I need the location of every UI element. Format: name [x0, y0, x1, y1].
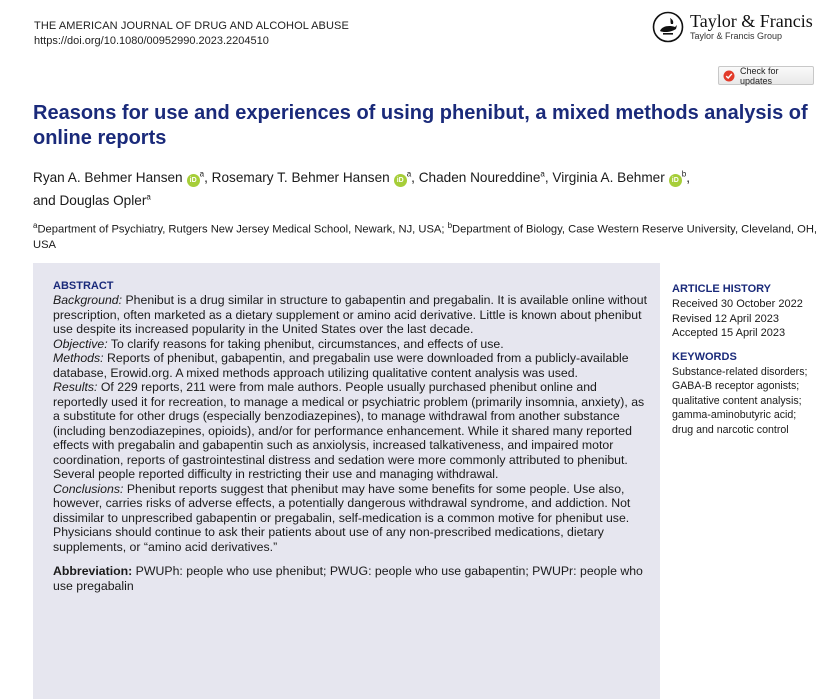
publisher-group: Taylor & Francis Group	[690, 31, 783, 41]
abstract-box	[33, 263, 660, 699]
check-for-updates-label: Check for updates	[740, 65, 779, 86]
keyword-item: gamma-aminobutyric acid;	[672, 409, 797, 421]
author: Chaden Noureddine$^a$,	[418, 169, 553, 185]
author: Rosemary T. Behmer Hansen $iD^a$,	[211, 169, 419, 185]
orcid-icon[interactable]: iD	[187, 174, 200, 187]
keywords-heading: KEYWORDS	[672, 350, 737, 363]
history-item: Revised 12 April 2023	[672, 312, 780, 325]
affiliation: Department of Biology, Case Western Reserve University, Cleveland, OH, USA	[33, 223, 818, 251]
article-sidebar	[672, 283, 824, 437]
publisher-block	[652, 10, 813, 44]
publisher-name: Taylor & Francis	[690, 11, 813, 31]
abbreviation: Abbreviation: PWUPh: people who use phenibut; PWUG: people who use gabapentin; PWUPr: people who use pregabalin	[53, 564, 643, 593]
abstract-objective: Objective: To clarify reasons for taking phenibut, circumstances, and effects of use.	[53, 336, 504, 351]
abstract-results: Results: Of 229 reports, 211 were from male authors. People usually purchased phenibut online and reportedly used it for recreation, to manage a medical or psychiatric problem (primarily insomnia, anxiety), as a substitute for other drugs (especially benzodiazepines), to manage withdrawal from another substance (including benzodiazepines, opioids), and/or for performance enhancement. While it shared many reported effects with pregabalin and gabapentin such as anxiolysis, increased talkativeness, and impaired motor coordination, reports of gastrointestinal distress and sedation were more commonly attributed to phenibut. Several people reported difficulty in restricting their use and managing withdrawal.	[53, 380, 645, 481]
affiliation: Department of Psychiatry, Rutgers New Jersey Medical School, Newark, NJ, USA;	[37, 223, 448, 236]
keyword-item: GABA-B receptor agonists;	[672, 380, 800, 392]
orcid-icon[interactable]: iD	[394, 174, 407, 187]
affiliations: $^a$Department of Psychiatry, Rutgers New Jersey Medical School, Newark, NJ, USA; $^b$Department of Biology, Case Western Reserve University, Cleveland, OH, USA	[33, 221, 818, 251]
check-for-updates-button[interactable]	[718, 66, 814, 85]
orcid-icon[interactable]: iD	[669, 174, 682, 187]
author: Virginia A. Behmer $iD^b$,	[552, 169, 690, 185]
author: and Douglas Opler$^a$	[33, 192, 151, 209]
abstract-conclusions: Conclusions: Phenibut reports suggest that phenibut may have some benefits for some people. Use also, however, carries risks of adverse effects, a potentially dangerous withdrawal syndrome, and addiction. Not dissimilar to unprescribed gabapentin or pregabalin, self-medication is a common motive for phenibut use. Physicians should continue to ask their patients about use of any non-prescribed medications, dietary supplements, or “amino acid derivatives.”	[53, 481, 631, 554]
article-title: Reasons for use and experiences of using phenibut, a mixed methods analysis of online reports	[33, 102, 808, 149]
abstract-heading: ABSTRACT	[53, 280, 114, 292]
keyword-item: Substance-related disorders;	[672, 365, 808, 378]
author-list	[33, 164, 823, 211]
author: Ryan A. Behmer Hansen $iD^a$,	[33, 169, 212, 185]
keyword-item: drug and narcotic control	[672, 423, 789, 436]
abstract-methods: Methods: Reports of phenibut, gabapentin, and pregabalin use were downloaded from a publicly-available database, Erowid.org. A mixed methods approach utilizing qualitative content analysis was used.	[53, 351, 629, 380]
doi-link[interactable]: https://doi.org/10.1080/00952990.2023.2204510	[34, 35, 269, 47]
article-history-heading: ARTICLE HISTORY	[672, 283, 772, 295]
abstract-background: Background: Phenibut is a drug similar in structure to gabapentin and pregabalin. It is available online without prescription, often marketed as a dietary supplement or amino acid derivative. Little is known about phenibut use despite its increased popularity in the United States over the last decade.	[53, 293, 648, 336]
journal-name: THE AMERICAN JOURNAL OF DRUG AND ALCOHOL ABUSE	[34, 20, 349, 32]
history-item: Accepted 15 April 2023	[672, 327, 786, 339]
lamp-icon	[652, 11, 684, 43]
journal-header	[34, 19, 349, 49]
history-item: Received 30 October 2022	[672, 298, 803, 310]
keyword-item: qualitative content analysis;	[672, 394, 802, 407]
crossmark-icon	[723, 70, 735, 82]
